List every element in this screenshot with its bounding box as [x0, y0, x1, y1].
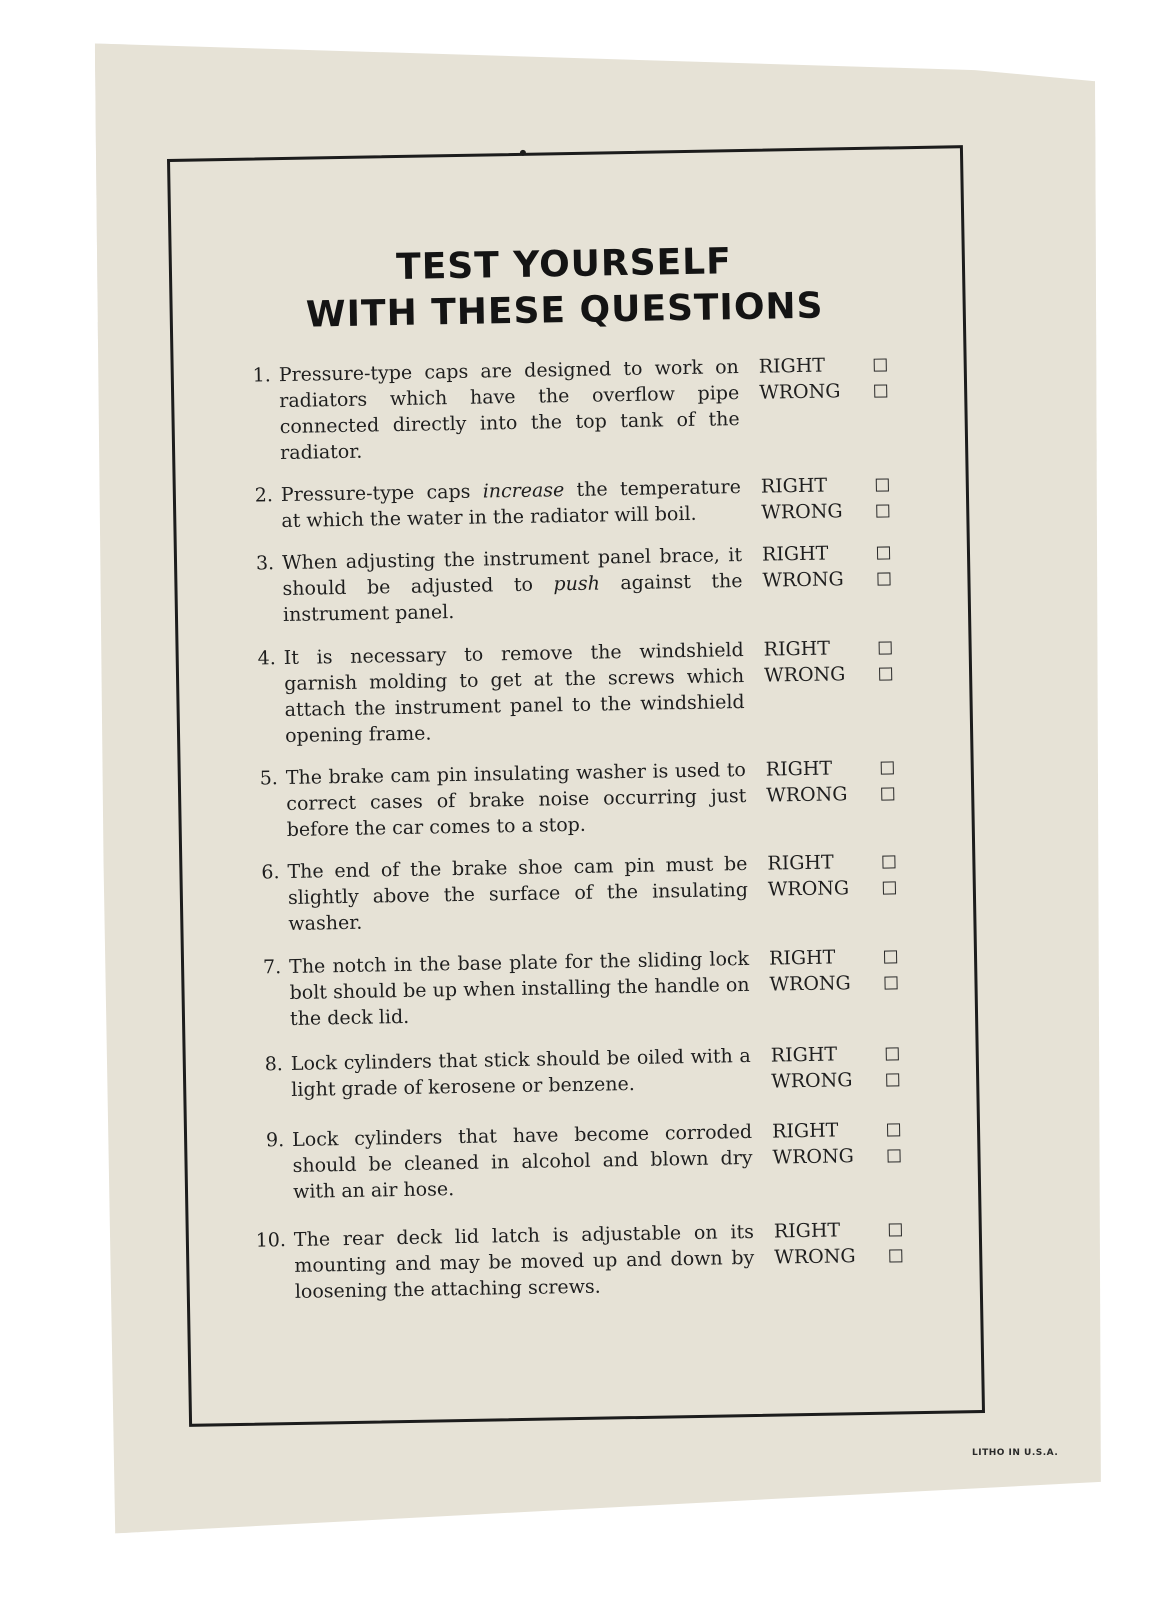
- wrong-option[interactable]: [771, 1066, 899, 1094]
- title-line-1: TEST YOURSELF: [395, 241, 733, 289]
- question-text: Lock cylinders that stick should be oiled with a light grade of kerosene or benzene.: [290, 1044, 751, 1101]
- question-text: Lock cylinders that have become corroded should be cleaned in alcohol and blown dry with an air hose.: [291, 1120, 753, 1203]
- right-checkbox[interactable]: [881, 761, 894, 774]
- question-number: 9.: [265, 1129, 285, 1152]
- right-option[interactable]: [771, 1040, 899, 1068]
- wrong-label: WRONG: [771, 1069, 853, 1093]
- right-option[interactable]: [769, 943, 897, 971]
- right-option[interactable]: [767, 848, 895, 876]
- right-label: RIGHT: [761, 542, 829, 566]
- right-label: RIGHT: [767, 851, 834, 875]
- wrong-checkbox[interactable]: [887, 1149, 900, 1162]
- quiz-page: [167, 145, 979, 1421]
- wrong-option[interactable]: [772, 1142, 900, 1170]
- wrong-label: WRONG: [762, 568, 844, 592]
- right-label: RIGHT: [765, 757, 833, 781]
- question-emphasis: push: [553, 572, 601, 596]
- question-text: Pressure-type caps are designed to work on radiators which have the overflow pipe connected directly into the top tank of the radiator.: [278, 356, 740, 465]
- answer-choices: [762, 539, 903, 593]
- wrong-checkbox[interactable]: [876, 504, 889, 517]
- right-label: RIGHT: [771, 1119, 839, 1143]
- wrong-label: WRONG: [767, 877, 850, 901]
- right-option[interactable]: [763, 634, 891, 662]
- question-2: [233, 471, 943, 533]
- question-text: The brake cam pin insulating washer is used to correct cases of brake noise occurring just before the car comes to a stop.: [285, 758, 747, 842]
- answer-choices: [767, 848, 908, 902]
- right-checkbox[interactable]: [876, 478, 889, 491]
- question-5: [238, 753, 948, 842]
- wrong-checkbox[interactable]: [877, 572, 890, 585]
- question-10: [246, 1215, 956, 1303]
- right-checkbox[interactable]: [886, 1047, 899, 1060]
- question-8: [243, 1039, 953, 1101]
- wrong-option[interactable]: [762, 565, 890, 593]
- question-text: [282, 542, 743, 628]
- question-4: [236, 633, 946, 748]
- right-checkbox[interactable]: [874, 358, 887, 371]
- right-label: RIGHT: [768, 946, 836, 970]
- question-1: [231, 351, 941, 465]
- page-title: [169, 235, 960, 341]
- answer-choices: [766, 754, 907, 808]
- wrong-checkbox[interactable]: [883, 881, 896, 894]
- question-text-part: against the instrument panel.: [282, 570, 743, 627]
- wrong-label: WRONG: [759, 380, 841, 404]
- question-number: 6.: [261, 861, 280, 884]
- question-3: [234, 538, 944, 627]
- question-text-part: Pressure-type caps: [280, 480, 483, 507]
- answer-choices: [771, 1040, 912, 1094]
- question-7: [241, 942, 951, 1030]
- printer-imprint: LITHO IN U.S.A.: [972, 1448, 1059, 1458]
- right-option[interactable]: [766, 754, 894, 782]
- wrong-option[interactable]: [759, 377, 887, 405]
- right-option[interactable]: [772, 1116, 900, 1144]
- right-checkbox[interactable]: [889, 1223, 902, 1236]
- wrong-label: WRONG: [772, 1145, 854, 1169]
- question-text: The rear deck lid latch is adjustable on its mounting and may be moved up and down by loosening the attaching screws.: [293, 1220, 755, 1303]
- right-checkbox[interactable]: [887, 1123, 900, 1136]
- wrong-label: WRONG: [774, 1245, 856, 1269]
- wrong-option[interactable]: [766, 780, 894, 808]
- wrong-checkbox[interactable]: [881, 787, 894, 800]
- question-number: 2.: [254, 484, 274, 507]
- right-checkbox[interactable]: [877, 546, 890, 559]
- right-checkbox[interactable]: [884, 950, 897, 963]
- answer-choices: [759, 351, 900, 405]
- question-9: [244, 1115, 954, 1203]
- question-text: The notch in the base plate for the sliding lock bolt should be up when installing the handle on the deck lid.: [288, 947, 750, 1030]
- question-number: 8.: [264, 1053, 284, 1076]
- right-label: RIGHT: [763, 637, 831, 661]
- wrong-label: WRONG: [769, 972, 851, 996]
- question-number: 5.: [259, 767, 279, 790]
- question-6: [239, 847, 949, 935]
- wrong-checkbox[interactable]: [879, 667, 892, 680]
- right-label: RIGHT: [758, 354, 826, 378]
- question-number: 3.: [255, 552, 275, 575]
- wrong-option[interactable]: [769, 969, 897, 997]
- question-text: The end of the brake shoe cam pin must be slightly above the surface of the insulating washer.: [287, 852, 749, 935]
- question-text: [281, 474, 742, 534]
- title-line-2: WITH THESE QUESTIONS: [305, 285, 824, 336]
- right-checkbox[interactable]: [882, 855, 895, 868]
- wrong-checkbox[interactable]: [889, 1249, 902, 1262]
- wrong-label: WRONG: [766, 783, 848, 807]
- wrong-checkbox[interactable]: [884, 976, 897, 989]
- question-text-part: the temperature at which the water in the radiator will boil.: [281, 476, 742, 533]
- question-number: 7.: [262, 956, 282, 979]
- wrong-option[interactable]: [761, 497, 889, 525]
- answer-choices: [772, 1116, 913, 1170]
- right-option[interactable]: [762, 539, 890, 567]
- question-number: 1.: [252, 364, 272, 387]
- right-label: RIGHT: [760, 474, 828, 498]
- wrong-checkbox[interactable]: [886, 1073, 899, 1086]
- right-option[interactable]: [761, 471, 889, 499]
- question-text-part: When adjusting the instrument panel brace, it should be adjusted to: [281, 544, 743, 601]
- answer-choices: [769, 943, 910, 997]
- answer-choices: [774, 1216, 915, 1270]
- right-option[interactable]: [774, 1216, 902, 1244]
- question-number: 4.: [257, 647, 276, 670]
- question-number: 10.: [255, 1229, 287, 1252]
- right-label: RIGHT: [773, 1219, 841, 1243]
- answer-choices: [761, 471, 902, 525]
- wrong-label: WRONG: [761, 500, 843, 524]
- wrong-option[interactable]: [764, 660, 892, 688]
- question-emphasis: increase: [482, 479, 565, 503]
- right-checkbox[interactable]: [879, 641, 892, 654]
- question-text: It is necessary to remove the windshield garnish molding to get at the screws which attach the instrument panel to the windshield opening frame.: [283, 639, 745, 748]
- wrong-option[interactable]: [768, 874, 896, 902]
- wrong-label: WRONG: [763, 663, 846, 687]
- right-label: RIGHT: [770, 1043, 838, 1067]
- answer-choices: [763, 634, 904, 688]
- wrong-option[interactable]: [774, 1242, 902, 1270]
- right-option[interactable]: [759, 351, 887, 379]
- wrong-checkbox[interactable]: [874, 384, 887, 397]
